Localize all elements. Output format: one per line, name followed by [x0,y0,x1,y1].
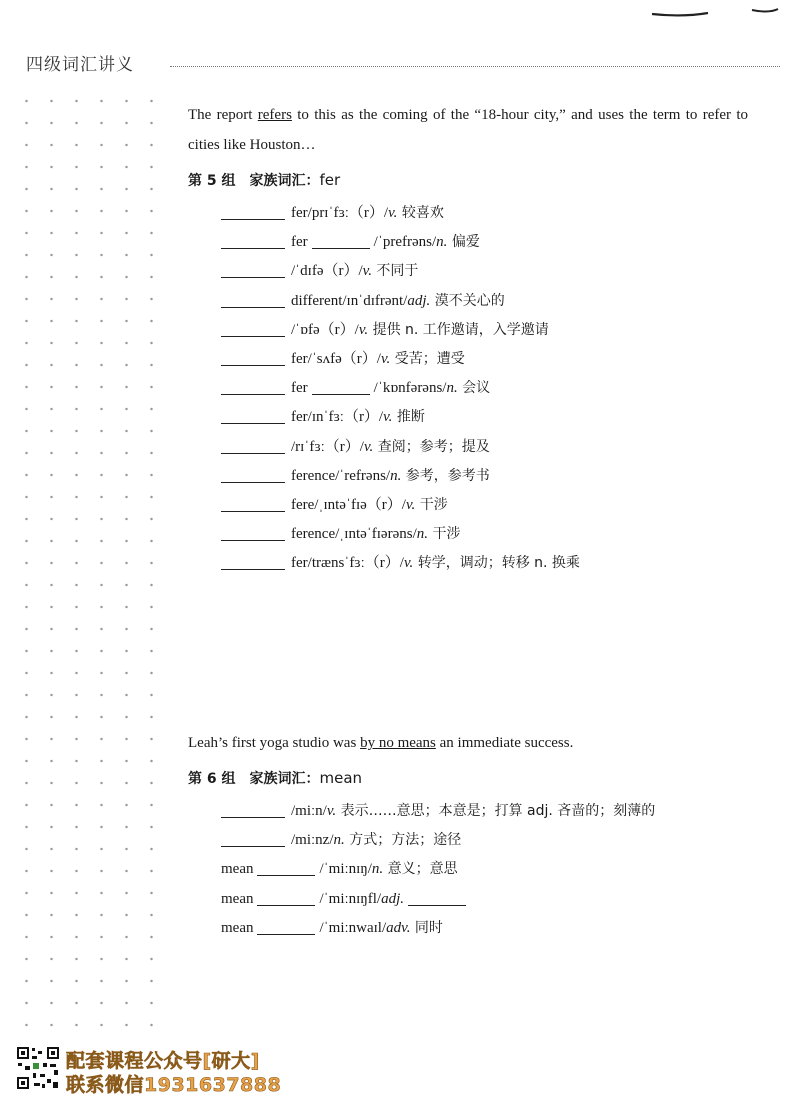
section-mean [188,728,748,943]
fill-blank [221,553,285,570]
vocab-word: fer [291,234,308,251]
vocab-meaning: 受苦；遭受 [390,351,465,368]
header-rule [170,66,780,67]
fill-blank [221,801,285,818]
vocab-meaning: 参考，参考书 [401,467,490,484]
dot-grid [14,90,174,1030]
vocab-row [221,549,748,578]
vocab-phonetic: /ˈmiːnɪŋ/ [319,861,372,878]
vocab-row [221,316,748,345]
vocab-phonetic: /ˈkɒnfərəns/ [373,380,447,397]
vocab-phonetic: /ˈmiːnɪŋfl/ [319,890,382,907]
vocab-meaning: 提供 n. 工作邀请，入学邀请 [368,321,549,338]
fill-blank [221,378,285,395]
fill-blank [221,261,285,278]
vocab-meaning: 表示……意思；本意是；打算 adj. 吝啬的；刻薄的 [336,803,656,819]
vocab-meaning: 较喜欢 [397,205,444,221]
part-of-speech: adv. [386,919,411,936]
fill-blank [221,407,285,424]
part-of-speech: n. [390,467,402,484]
word-list-mean [221,797,748,943]
vocab-phonetic: /ˈprefrəns/ [373,234,437,251]
vocab-meaning: 推断 [392,409,425,426]
underlined-phrase: refers [257,107,292,123]
part-of-speech: v. [380,351,391,368]
vocab-word: mean [221,861,254,878]
vocab-word: ference/ˌɪntəˈfɪərəns/ [291,526,417,543]
fill-blank [221,830,285,847]
vocab-row [221,199,748,228]
fill-blank [257,889,315,906]
part-of-speech: v. [362,263,372,280]
fill-blank [221,203,285,220]
vocab-row [221,914,748,943]
part-of-speech: v. [405,497,416,514]
vocab-row [221,287,748,316]
fill-blank [257,859,315,876]
group-title-5: 第 5 组 家族词汇：fer [188,171,341,189]
vocab-word: fer/ˈsʌfə（r）/ [291,351,381,368]
scan-marks [600,0,800,30]
vocab-row [221,797,748,826]
fill-blank [408,889,466,906]
example-sentence-2: Leah’s first yoga studio was by no means an immediate success. [188,735,574,751]
vocab-word: fer/trænsˈfɜː（r）/ [291,555,404,572]
part-of-speech: v. [326,803,337,819]
watermark-line-1: 配套课程公众号[研大] [66,1050,260,1072]
vocab-word: /rɪˈfɜː（r）/ [291,438,364,455]
fill-blank [221,291,285,308]
fill-blank [312,232,370,249]
vocab-row [221,228,748,257]
part-of-speech: n. [371,861,384,878]
vocab-meaning: 同时 [410,919,443,936]
vocab-row [221,826,748,855]
vocab-row [221,257,748,286]
vocab-word: fere/ˌɪntəˈfɪə（r）/ [291,497,406,514]
vocab-meaning: 意义；意思 [383,861,458,878]
vocab-meaning: 会议 [457,380,491,397]
part-of-speech: adj. [381,890,404,907]
underlined-phrase: by no means [360,735,436,751]
vocab-row [221,345,748,374]
vocab-row [221,433,748,462]
vocab-meaning: 查阅；参考；提及 [373,438,490,455]
vocab-row [221,885,748,914]
part-of-speech: v. [358,321,369,338]
vocab-row [221,374,748,403]
part-of-speech: v. [363,438,374,455]
group-title-6: 第 6 组 家族词汇：mean [188,769,363,787]
vocab-word: mean [221,890,254,907]
fill-blank [257,918,315,935]
vocab-word: ference/ˈrefrəns/ [291,467,391,484]
fill-blank [312,378,370,395]
part-of-speech: v. [388,205,398,221]
vocab-word: mean [221,919,254,936]
vocab-row [221,855,748,884]
example-sentence-1: The report refers to this as the coming of the “18-hour city,” and uses the term to refer to cities like Houston… [188,107,748,153]
vocab-word: fer/prɪˈfɜː（r）/ [291,205,389,221]
page-header-title: 四级词汇讲义 [26,55,134,75]
vocab-row [221,520,748,549]
part-of-speech: v. [383,409,393,426]
vocab-row [221,491,748,520]
fill-blank [221,524,285,541]
vocab-word: different/ɪnˈdɪfrənt/ [291,292,408,309]
qr-code-icon [16,1046,60,1090]
fill-blank [221,495,285,512]
vocab-word: /ˈdɪfə（r）/ [291,263,363,280]
vocab-row [221,403,748,432]
fill-blank [221,232,285,249]
vocab-phonetic: /ˈmiːnwaɪl/ [319,919,387,936]
vocab-row [221,462,748,491]
vocab-meaning: 干涉 [428,526,461,543]
part-of-speech: adj. [407,292,431,309]
part-of-speech: n. [436,234,448,251]
vocab-meaning: 漠不关心的 [430,292,505,309]
vocab-word: /ˈɒfə（r）/ [291,321,359,338]
fill-blank [221,466,285,483]
vocab-phonetic: /miːn/ [291,803,327,819]
watermark-line-2: 联系微信1931637888 [66,1074,282,1096]
part-of-speech: n. [333,832,345,849]
fill-blank [221,437,285,454]
vocab-meaning: 干涉 [415,497,448,514]
fill-blank [221,320,285,337]
vocab-meaning: 转学，调动；转移 n. 换乘 [413,555,580,572]
vocab-meaning: 不同于 [371,263,419,280]
vocab-phonetic: /miːnz/ [291,832,334,849]
word-list-fer [221,199,748,579]
fill-blank [221,349,285,366]
part-of-speech: n. [446,380,458,397]
vocab-meaning: 偏爱 [447,234,480,251]
section-fer [188,100,748,579]
part-of-speech: n. [416,526,428,543]
part-of-speech: v. [403,555,414,572]
vocab-word: fer [291,380,308,397]
footer-watermark [16,1046,316,1096]
vocab-meaning: 方式；方法；途径 [344,832,462,849]
vocab-word: fer/ɪnˈfɜː（r）/ [291,409,384,426]
